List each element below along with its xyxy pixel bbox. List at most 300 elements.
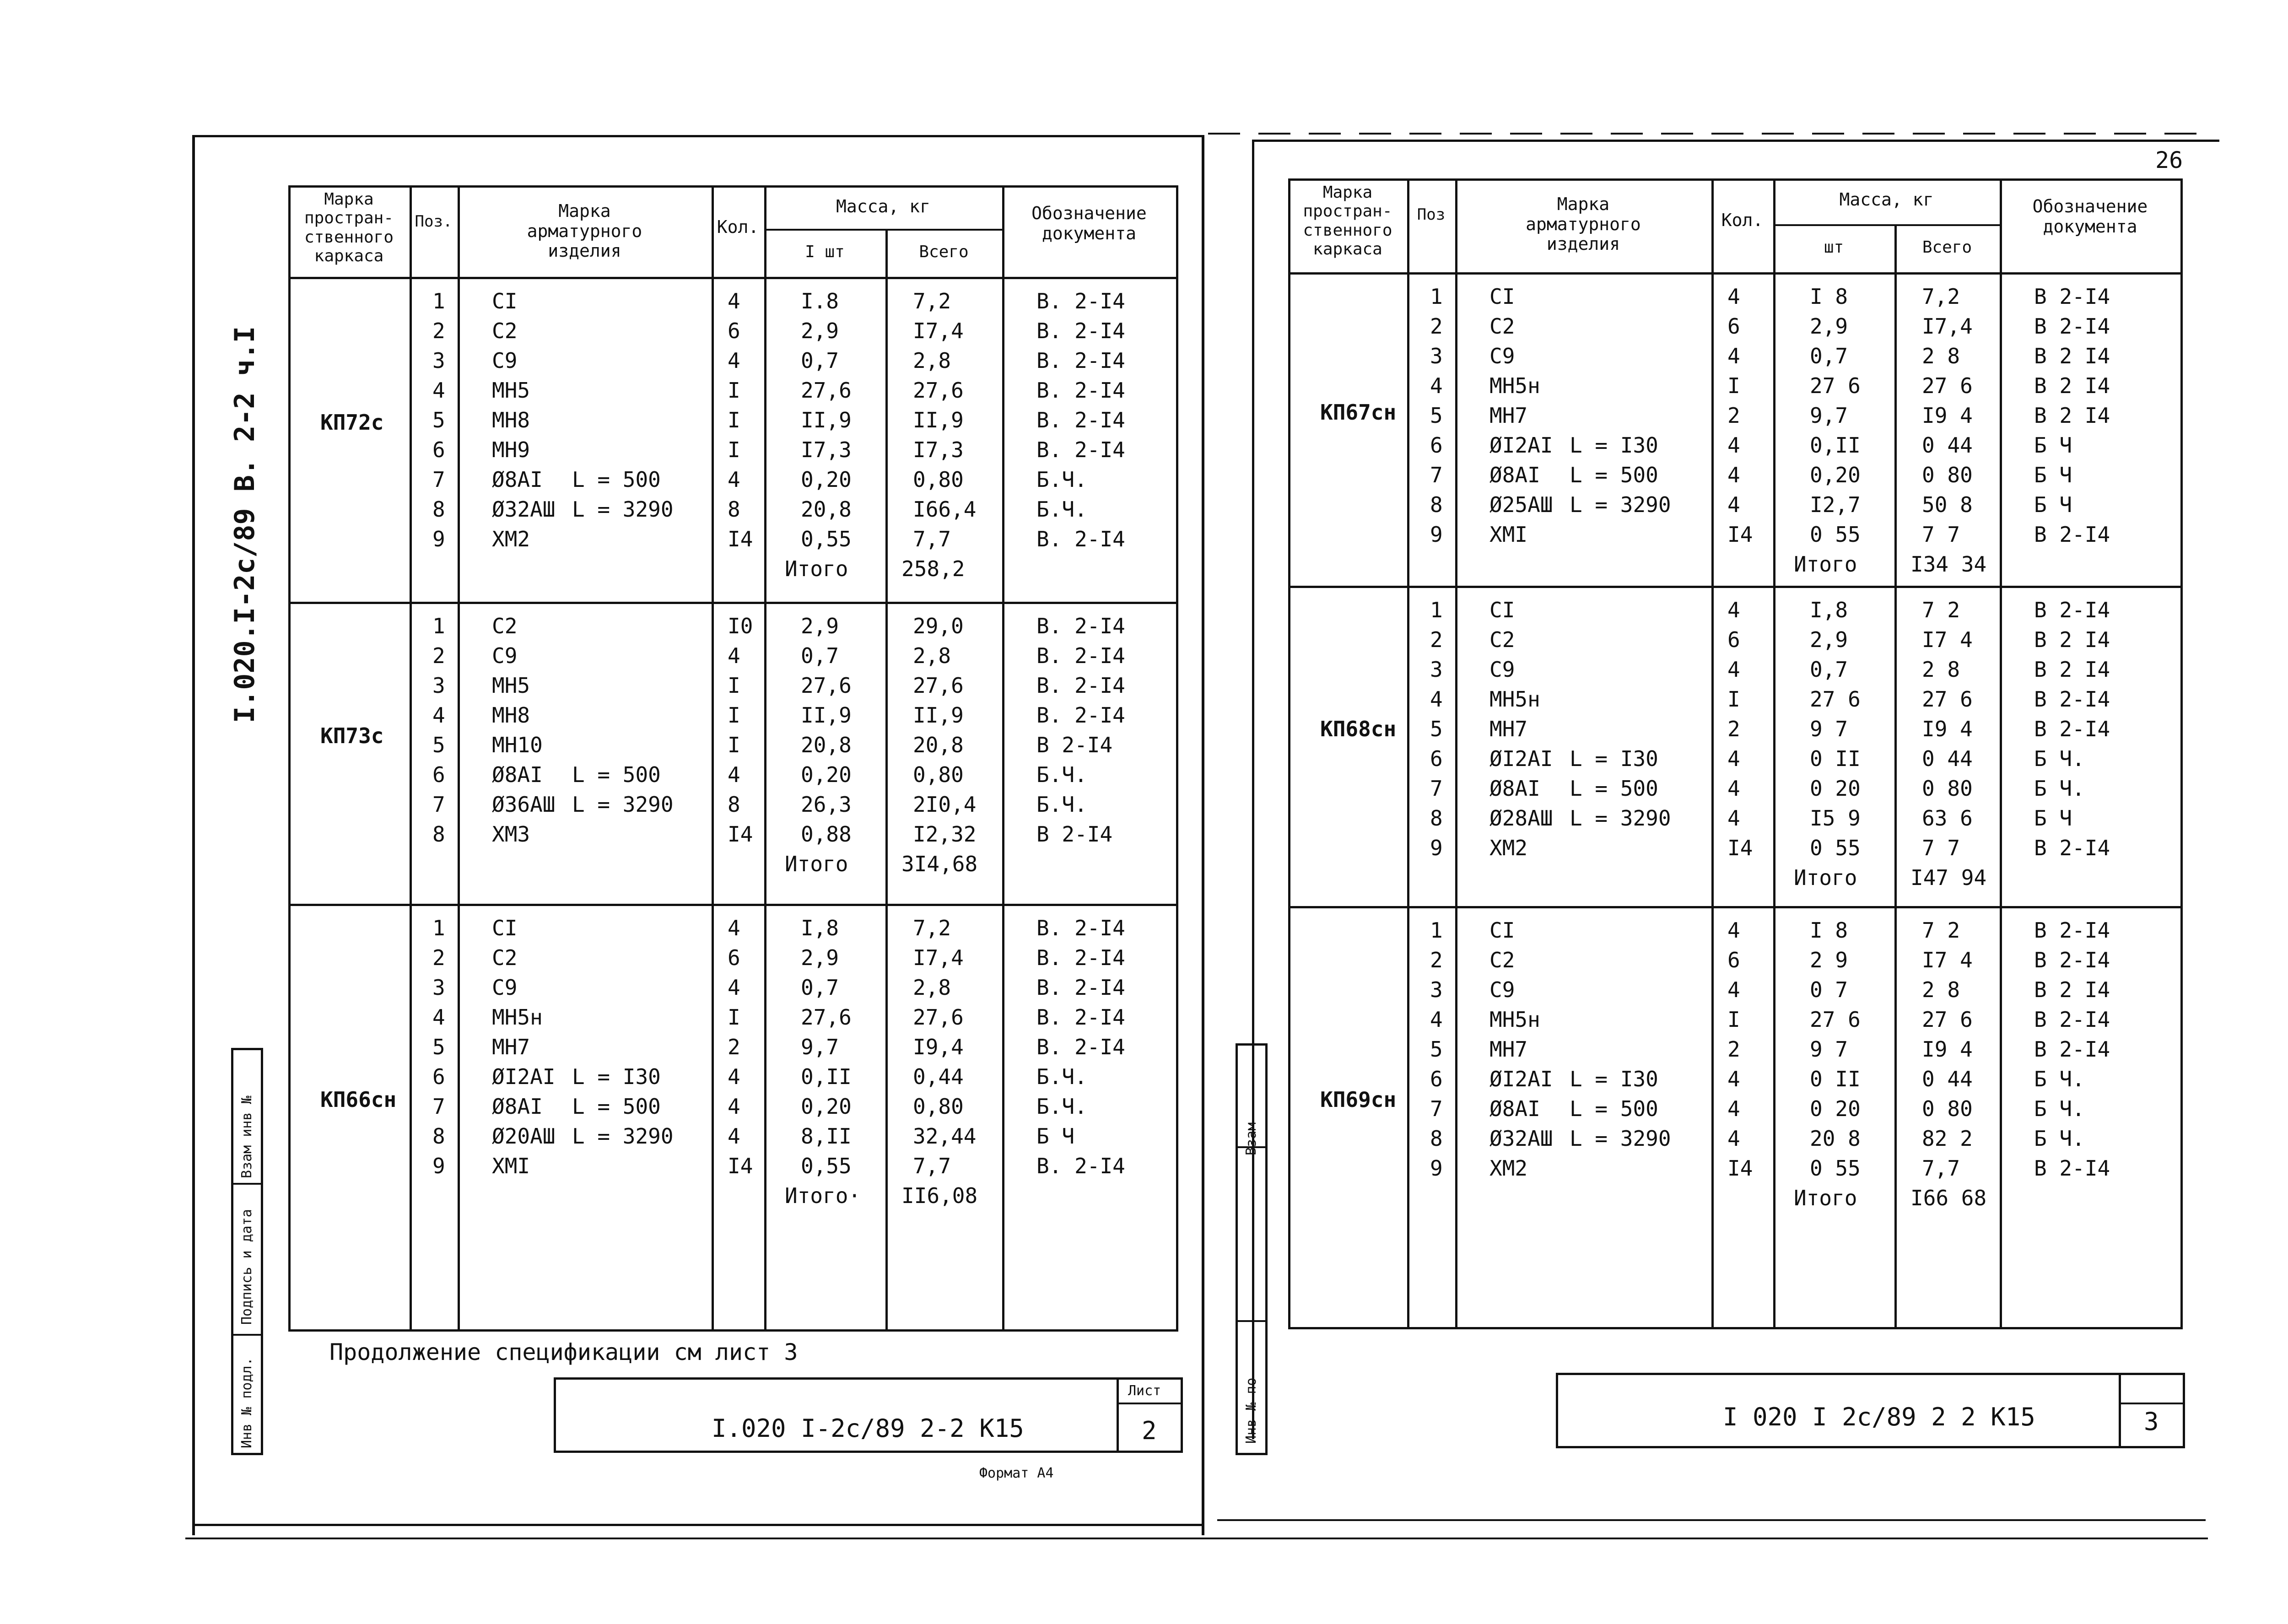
item-length: L = I30 bbox=[572, 1064, 661, 1089]
mass-one: 0,II bbox=[1810, 433, 1861, 458]
document-ref: В. 2-I4 bbox=[1036, 378, 1125, 403]
mass-one: 20 8 bbox=[1810, 1126, 1861, 1151]
quantity: 4 bbox=[728, 975, 740, 1000]
mass-one: 0,88 bbox=[801, 822, 852, 847]
item-mark: CI bbox=[492, 289, 518, 313]
quantity: I bbox=[728, 673, 740, 698]
mass-one: I,8 bbox=[801, 916, 839, 940]
item-mark: Ø8AI bbox=[492, 762, 543, 787]
mass-total: I7,4 bbox=[913, 318, 964, 343]
mass-one: II,9 bbox=[801, 408, 852, 432]
left-frame-top bbox=[192, 135, 1203, 137]
item-mark: Ø8AI bbox=[492, 1094, 543, 1119]
item-mark: C9 bbox=[492, 348, 518, 373]
position-number: 9 bbox=[432, 527, 445, 551]
position-number: 2 bbox=[432, 945, 445, 970]
mass-total: 7 2 bbox=[1922, 598, 1960, 622]
frame-mark: КП67сн bbox=[1320, 399, 1397, 425]
mass-one: I.8 bbox=[801, 289, 839, 313]
mass-one: I 8 bbox=[1810, 284, 1848, 309]
right-stamp-block bbox=[1236, 1043, 1268, 1455]
quantity: 6 bbox=[1727, 948, 1740, 972]
mass-total: 7,7 bbox=[913, 527, 951, 551]
quantity: 4 bbox=[1727, 977, 1740, 1002]
total-label: Итого bbox=[1794, 552, 1857, 577]
position-number: 2 bbox=[432, 643, 445, 668]
position-number: 4 bbox=[432, 1005, 445, 1030]
item-mark: CI bbox=[1489, 918, 1515, 943]
right_sheet-vline-7 bbox=[2180, 178, 2183, 1327]
position-number: 8 bbox=[432, 497, 445, 522]
right_sheet-hdr-mark: Марка простран- ственного каркаса bbox=[1303, 183, 1392, 259]
item-mark: МН8 bbox=[492, 703, 530, 728]
mass-total: 0,80 bbox=[913, 467, 964, 492]
quantity: 4 bbox=[1727, 433, 1740, 458]
position-number: 5 bbox=[1430, 1037, 1443, 1062]
quantity: 2 bbox=[1727, 717, 1740, 741]
mass-one: 0 II bbox=[1810, 746, 1861, 771]
item-length: L = 500 bbox=[1570, 776, 1658, 801]
mass-total: 7,2 bbox=[1922, 284, 1960, 309]
quantity: 8 bbox=[728, 497, 740, 522]
right_sheet-hline-bottom bbox=[1288, 1327, 2183, 1329]
item-length: L = 3290 bbox=[572, 1124, 674, 1149]
item-mark: МН5н bbox=[1489, 373, 1540, 398]
right_sheet-hdr-doc: Обозначение документа bbox=[2032, 196, 2148, 237]
position-number: 6 bbox=[432, 1064, 445, 1089]
left_sheet-hline-bottom bbox=[288, 1329, 1178, 1332]
quantity: 2 bbox=[728, 1035, 740, 1059]
position-number: 9 bbox=[1430, 836, 1443, 860]
quantity: 4 bbox=[1727, 1096, 1740, 1121]
total-label: Итого bbox=[1794, 1186, 1857, 1210]
mass-total: I9 4 bbox=[1922, 717, 1973, 741]
frame-mark: КП69сн bbox=[1320, 1087, 1397, 1112]
quantity: 2 bbox=[1727, 403, 1740, 428]
document-ref: В 2-I4 bbox=[2034, 687, 2110, 712]
item-mark: ØI2AI bbox=[1489, 433, 1553, 458]
quantity: 4 bbox=[728, 1094, 740, 1119]
item-mark: ХМI bbox=[492, 1154, 530, 1178]
item-mark: ØI2AI bbox=[492, 1064, 556, 1089]
quantity: 4 bbox=[1727, 492, 1740, 517]
right_sheet-hdr-item: Марка арматурного изделия bbox=[1526, 194, 1641, 254]
document-ref: Б.Ч. bbox=[1036, 1094, 1087, 1119]
item-mark: МН10 bbox=[492, 733, 543, 757]
document-ref: В. 2-I4 bbox=[1036, 614, 1125, 638]
right_sheet-hdr-mass-total: Всего bbox=[1922, 238, 1972, 257]
mass-total: 7,2 bbox=[913, 289, 951, 313]
document-ref: Б Ч. bbox=[2034, 1096, 2085, 1121]
document-ref: В 2 I4 bbox=[2034, 344, 2110, 368]
mass-total: 7,7 bbox=[1922, 1156, 1960, 1181]
mass-total: 27 6 bbox=[1922, 373, 1973, 398]
total-label: Итого· bbox=[785, 1183, 861, 1208]
left_sheet-hdr-mass-one: I шт bbox=[805, 243, 845, 261]
left-vertical-doc-code: I.020.I-2с/89 В. 2-2 ч.I bbox=[229, 326, 261, 723]
position-number: 2 bbox=[1430, 948, 1443, 972]
left_sheet-vline-7 bbox=[1176, 185, 1178, 1329]
quantity: 4 bbox=[728, 1064, 740, 1089]
item-length: L = 3290 bbox=[572, 497, 674, 522]
quantity: I4 bbox=[1727, 1156, 1753, 1181]
mass-one: 20,8 bbox=[801, 733, 852, 757]
item-mark: Ø32АШ bbox=[492, 497, 556, 522]
left-title-block bbox=[554, 1377, 1183, 1453]
quantity: I bbox=[728, 437, 740, 462]
document-ref: В 2-I4 bbox=[2034, 598, 2110, 622]
left-sheet-number: 2 bbox=[1142, 1416, 1157, 1445]
document-ref: Б.Ч. bbox=[1036, 792, 1087, 817]
left_sheet-hdr-item: Марка арматурного изделия bbox=[527, 201, 642, 261]
mass-total: 27 6 bbox=[1922, 1007, 1973, 1032]
item-mark: Ø8AI bbox=[1489, 463, 1540, 487]
document-ref: В. 2-I4 bbox=[1036, 437, 1125, 462]
mass-total: 0 80 bbox=[1922, 463, 1973, 487]
item-mark: МН7 bbox=[1489, 717, 1528, 741]
document-ref: В. 2-I4 bbox=[1036, 408, 1125, 432]
mass-one: 0 55 bbox=[1810, 1156, 1861, 1181]
quantity: I4 bbox=[1727, 836, 1753, 860]
mass-total: 2,8 bbox=[913, 643, 951, 668]
total-value: I34 34 bbox=[1910, 552, 1987, 577]
mass-total: I66,4 bbox=[913, 497, 977, 522]
left_sheet-group-sep-2 bbox=[288, 904, 1176, 906]
left-sheet-label: Лист bbox=[1128, 1383, 1161, 1399]
mass-total: I9 4 bbox=[1922, 403, 1973, 428]
quantity: 4 bbox=[1727, 657, 1740, 682]
position-number: 6 bbox=[1430, 1067, 1443, 1091]
document-ref: В 2-I4 bbox=[2034, 1007, 2110, 1032]
mass-one: I 8 bbox=[1810, 918, 1848, 943]
document-ref: Б.Ч. bbox=[1036, 762, 1087, 787]
quantity: I4 bbox=[728, 822, 753, 847]
mass-one: 26,3 bbox=[801, 792, 852, 817]
position-number: 4 bbox=[1430, 373, 1443, 398]
mass-one: I7,3 bbox=[801, 437, 852, 462]
document-ref: В 2-I4 bbox=[2034, 1037, 2110, 1062]
left_sheet-vline-4 bbox=[764, 185, 766, 1329]
quantity: 6 bbox=[1727, 314, 1740, 339]
mass-one: I5 9 bbox=[1810, 806, 1861, 831]
position-number: 4 bbox=[1430, 1007, 1443, 1032]
mass-total: 82 2 bbox=[1922, 1126, 1973, 1151]
right_sheet-hline-hdr bbox=[1288, 272, 2180, 275]
position-number: 5 bbox=[432, 733, 445, 757]
document-ref: В 2 I4 bbox=[2034, 403, 2110, 428]
right_sheet-hdr-qty: Кол. bbox=[1721, 210, 1764, 230]
document-ref: В. 2-I4 bbox=[1036, 703, 1125, 728]
item-mark: МН5 bbox=[492, 673, 530, 698]
item-mark: Ø25АШ bbox=[1489, 492, 1553, 517]
item-mark: CI bbox=[1489, 284, 1515, 309]
position-number: 7 bbox=[1430, 463, 1443, 487]
mass-one: 0 20 bbox=[1810, 776, 1861, 801]
quantity: I bbox=[728, 703, 740, 728]
right_sheet-vline-1 bbox=[1407, 178, 1409, 1327]
document-ref: Б Ч. bbox=[2034, 1126, 2085, 1151]
item-mark: C2 bbox=[492, 614, 518, 638]
item-mark: CI bbox=[492, 916, 518, 940]
mass-total: 63 6 bbox=[1922, 806, 1973, 831]
mass-one: 2,9 bbox=[801, 945, 839, 970]
mass-total: 2 8 bbox=[1922, 977, 1960, 1002]
quantity: 4 bbox=[1727, 806, 1740, 831]
position-number: 4 bbox=[1430, 687, 1443, 712]
position-number: 9 bbox=[1430, 1156, 1443, 1181]
mass-one: 0,20 bbox=[801, 1094, 852, 1119]
item-mark: МН5 bbox=[492, 378, 530, 403]
quantity: I bbox=[728, 1005, 740, 1030]
document-ref: В 2 I4 bbox=[2034, 627, 2110, 652]
document-ref: Б Ч. bbox=[2034, 776, 2085, 801]
right_sheet-hdr-mass: Масса, кг bbox=[1839, 189, 1934, 210]
mass-total: 7 7 bbox=[1922, 522, 1960, 547]
document-ref: В. 2-I4 bbox=[1036, 289, 1125, 313]
mass-total: II,9 bbox=[913, 703, 964, 728]
position-number: 1 bbox=[432, 916, 445, 940]
continuation-note: Продолжение спецификации см лист 3 bbox=[329, 1339, 798, 1365]
left-stamp-block bbox=[231, 1048, 263, 1455]
mass-total: 27,6 bbox=[913, 1005, 964, 1030]
mass-one: 0,II bbox=[801, 1064, 852, 1089]
mass-one: 27 6 bbox=[1810, 373, 1861, 398]
mass-total: 0 80 bbox=[1922, 1096, 1973, 1121]
quantity: 4 bbox=[1727, 463, 1740, 487]
left_sheet-hline-hdr bbox=[288, 277, 1176, 279]
position-number: 1 bbox=[1430, 598, 1443, 622]
item-mark: C2 bbox=[1489, 627, 1515, 652]
mass-total: I7,3 bbox=[913, 437, 964, 462]
position-number: 2 bbox=[432, 318, 445, 343]
total-value: I47 94 bbox=[1910, 865, 1987, 890]
position-number: 7 bbox=[432, 1094, 445, 1119]
position-number: 7 bbox=[1430, 776, 1443, 801]
quantity: 4 bbox=[728, 643, 740, 668]
quantity: I bbox=[1727, 373, 1740, 398]
item-mark: ØI2AI bbox=[1489, 746, 1553, 771]
mass-total: I7 4 bbox=[1922, 627, 1973, 652]
mass-one: 2,9 bbox=[801, 614, 839, 638]
document-ref: В. 2-I4 bbox=[1036, 916, 1125, 940]
item-length: L = 500 bbox=[572, 762, 661, 787]
mass-one: 0,55 bbox=[801, 527, 852, 551]
document-ref: Б.Ч. bbox=[1036, 467, 1087, 492]
item-mark: C9 bbox=[492, 643, 518, 668]
document-ref: В 2 I4 bbox=[2034, 977, 2110, 1002]
right_sheet-hdr-mass-one: шт bbox=[1824, 238, 1844, 257]
item-length: L = 500 bbox=[1570, 463, 1658, 487]
right-stamp-label-replace: Взам bbox=[1243, 1122, 1259, 1155]
mass-total: 0,80 bbox=[913, 1094, 964, 1119]
document-ref: Б.Ч. bbox=[1036, 497, 1087, 522]
mass-total: 32,44 bbox=[913, 1124, 977, 1149]
position-number: 1 bbox=[432, 289, 445, 313]
quantity: 4 bbox=[728, 289, 740, 313]
document-ref: Б Ч bbox=[1036, 1124, 1075, 1149]
quantity: I4 bbox=[728, 527, 753, 551]
mass-one: 0,7 bbox=[801, 975, 839, 1000]
item-mark: C9 bbox=[492, 975, 518, 1000]
left_sheet-vline-0 bbox=[288, 185, 291, 1329]
document-ref: Б Ч bbox=[2034, 492, 2072, 517]
left-frame-right bbox=[1202, 135, 1204, 1535]
right_sheet-hdr-pos: Поз bbox=[1417, 205, 1446, 224]
right_sheet-vline-2 bbox=[1455, 178, 1457, 1327]
right_sheet-vline-6 bbox=[2000, 178, 2002, 1327]
item-length: L = 3290 bbox=[1570, 806, 1671, 831]
mass-one: 2,9 bbox=[1810, 314, 1848, 339]
document-ref: В. 2-I4 bbox=[1036, 1005, 1125, 1030]
item-length: L = I30 bbox=[1570, 746, 1658, 771]
mass-total: I9 4 bbox=[1922, 1037, 1973, 1062]
position-number: 5 bbox=[1430, 717, 1443, 741]
item-length: L = 500 bbox=[572, 467, 661, 492]
quantity: 4 bbox=[728, 762, 740, 787]
mass-total: I2,32 bbox=[913, 822, 977, 847]
stamp-label-sign: Подпись и дата bbox=[239, 1209, 255, 1325]
position-number: 6 bbox=[432, 762, 445, 787]
mass-one: 0,20 bbox=[1810, 463, 1861, 487]
quantity: I bbox=[728, 408, 740, 432]
left_sheet-vline-6 bbox=[1002, 185, 1004, 1329]
mass-total: 0,80 bbox=[913, 762, 964, 787]
mass-total: 2 8 bbox=[1922, 657, 1960, 682]
position-number: 5 bbox=[1430, 403, 1443, 428]
mass-one: 0,7 bbox=[1810, 657, 1848, 682]
item-length: L = 500 bbox=[572, 1094, 661, 1119]
item-mark: МН5н bbox=[492, 1005, 543, 1030]
item-mark: Ø20АШ bbox=[492, 1124, 556, 1149]
item-mark: ХМ2 bbox=[1489, 1156, 1528, 1181]
position-number: 5 bbox=[432, 408, 445, 432]
quantity: 4 bbox=[728, 467, 740, 492]
mass-one: 0 55 bbox=[1810, 522, 1861, 547]
mass-one: I,8 bbox=[1810, 598, 1848, 622]
format-label: Формат А4 bbox=[979, 1465, 1054, 1481]
stamp-label-inv: Инв № подл. bbox=[239, 1357, 255, 1448]
position-number: 4 bbox=[432, 378, 445, 403]
mass-total: I7,4 bbox=[1922, 314, 1973, 339]
right_sheet-vline-4 bbox=[1773, 178, 1775, 1327]
item-mark: C9 bbox=[1489, 657, 1515, 682]
quantity: 4 bbox=[1727, 284, 1740, 309]
position-number: 6 bbox=[432, 437, 445, 462]
left_sheet-hdr-doc: Обозначение документа bbox=[1031, 203, 1147, 243]
right-frame-top bbox=[1254, 140, 2219, 142]
mass-total: 2 8 bbox=[1922, 344, 1960, 368]
quantity: I bbox=[728, 733, 740, 757]
mass-one: 0,7 bbox=[801, 643, 839, 668]
item-mark: ХМI bbox=[1489, 522, 1528, 547]
mass-total: II,9 bbox=[913, 408, 964, 432]
right-doc-code: I 020 I 2с/89 2 2 К15 bbox=[1723, 1403, 2035, 1431]
mass-total: 27,6 bbox=[913, 378, 964, 403]
document-ref: В 2-I4 bbox=[2034, 717, 2110, 741]
item-mark: МН8 bbox=[492, 408, 530, 432]
mass-one: 27,6 bbox=[801, 1005, 852, 1030]
left_sheet-hline-top bbox=[288, 185, 1176, 188]
frame-mark: КП68сн bbox=[1320, 717, 1397, 741]
document-ref: В 2-I4 bbox=[2034, 314, 2110, 339]
mass-one: 2 9 bbox=[1810, 948, 1848, 972]
left-doc-code: I.020 I-2с/89 2-2 К15 bbox=[712, 1414, 1024, 1443]
mass-total: 0 44 bbox=[1922, 746, 1973, 771]
frame-mark: КП66сн bbox=[320, 1087, 397, 1112]
quantity: 8 bbox=[728, 792, 740, 817]
total-label: Итого bbox=[785, 556, 848, 581]
quantity: I bbox=[1727, 1007, 1740, 1032]
quantity: 6 bbox=[1727, 627, 1740, 652]
left_sheet-group-sep-1 bbox=[288, 602, 1176, 604]
position-number: 2 bbox=[1430, 627, 1443, 652]
right-stamp-label-inv: Инв № по bbox=[1243, 1377, 1259, 1444]
document-ref: В. 2-I4 bbox=[1036, 527, 1125, 551]
total-label: Итого bbox=[785, 852, 848, 876]
quantity: 6 bbox=[728, 318, 740, 343]
item-length: L = I30 bbox=[1570, 1067, 1658, 1091]
document-ref: Б Ч. bbox=[2034, 1067, 2085, 1091]
mass-one: 27,6 bbox=[801, 673, 852, 698]
position-number: 6 bbox=[1430, 746, 1443, 771]
left_sheet-hdr-mass: Масса, кг bbox=[836, 196, 930, 216]
mass-one: 0 55 bbox=[1810, 836, 1861, 860]
document-ref: В. 2-I4 bbox=[1036, 975, 1125, 1000]
frame-mark: КП73с bbox=[320, 723, 384, 748]
document-ref: В 2-I4 bbox=[2034, 284, 2110, 309]
item-mark: C2 bbox=[1489, 314, 1515, 339]
item-mark: C9 bbox=[1489, 977, 1515, 1002]
position-number: 3 bbox=[432, 348, 445, 373]
mass-total: 2I0,4 bbox=[913, 792, 977, 817]
total-value: I66 68 bbox=[1910, 1186, 1987, 1210]
position-number: 9 bbox=[432, 1154, 445, 1178]
quantity: I4 bbox=[728, 1154, 753, 1178]
position-number: 3 bbox=[1430, 657, 1443, 682]
item-mark: Ø32АШ bbox=[1489, 1126, 1553, 1151]
position-number: 8 bbox=[432, 822, 445, 847]
document-ref: В 2-I4 bbox=[2034, 836, 2110, 860]
position-number: 1 bbox=[1430, 918, 1443, 943]
mass-one: 27 6 bbox=[1810, 1007, 1861, 1032]
mass-one: 27 6 bbox=[1810, 687, 1861, 712]
right-corner-label: 26 bbox=[2155, 147, 2183, 173]
position-number: 6 bbox=[1430, 433, 1443, 458]
mass-total: 0 44 bbox=[1922, 433, 1973, 458]
quantity: I bbox=[728, 378, 740, 403]
left_sheet-vline-1 bbox=[410, 185, 412, 1329]
item-mark: МН7 bbox=[492, 1035, 530, 1059]
frame-mark: КП72с bbox=[320, 410, 384, 435]
document-ref: В 2-I4 bbox=[1036, 822, 1113, 847]
quantity: 4 bbox=[1727, 1126, 1740, 1151]
position-number: 2 bbox=[1430, 314, 1443, 339]
item-length: L = I30 bbox=[1570, 433, 1658, 458]
quantity: 4 bbox=[1727, 918, 1740, 943]
mass-total: 7 2 bbox=[1922, 918, 1960, 943]
item-length: L = 3290 bbox=[572, 792, 674, 817]
item-mark: ХМ2 bbox=[1489, 836, 1528, 860]
left_sheet-hdr-qty: Кол. bbox=[717, 217, 759, 237]
item-length: L = 3290 bbox=[1570, 492, 1671, 517]
document-ref: Б Ч bbox=[2034, 433, 2072, 458]
mass-total: 50 8 bbox=[1922, 492, 1973, 517]
mass-total: 7,7 bbox=[913, 1154, 951, 1178]
mass-one: 0,20 bbox=[801, 762, 852, 787]
position-number: 8 bbox=[1430, 806, 1443, 831]
document-ref: В 2 I4 bbox=[2034, 373, 2110, 398]
item-mark: C2 bbox=[492, 945, 518, 970]
